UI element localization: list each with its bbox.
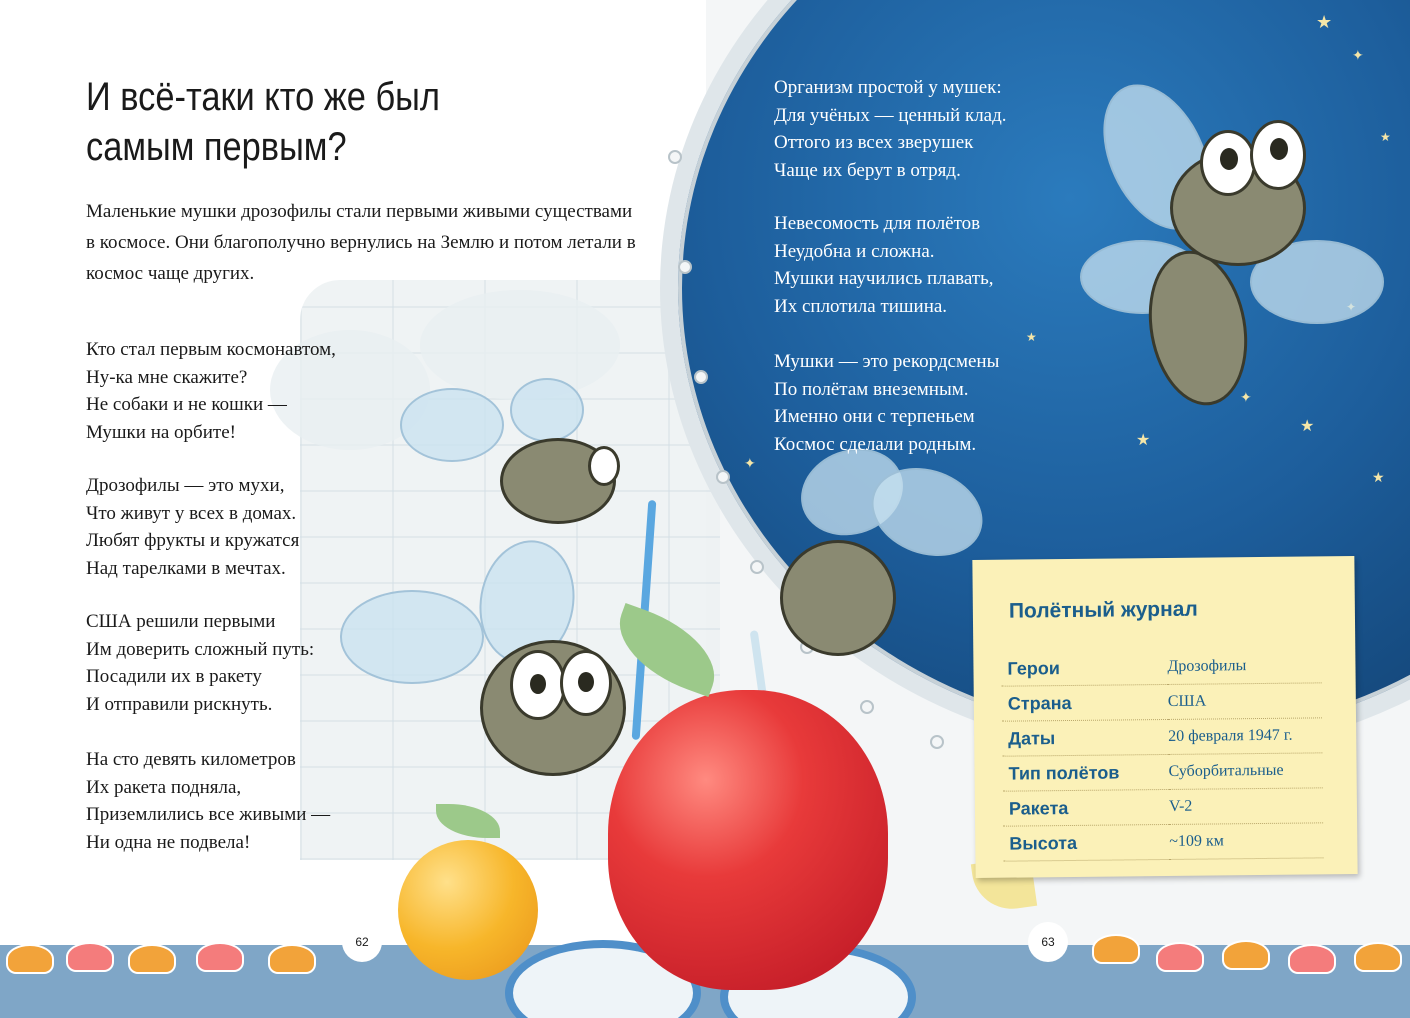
flight-log-value: США [1168,683,1322,720]
yellow-apple-illustration [398,840,538,980]
console-button [128,944,176,974]
poem-line: Организм простой у мушек: [774,77,1002,98]
flight-log-row [1001,648,1321,686]
poem-stanza [86,608,314,718]
star-icon: ✦ [1352,48,1364,64]
fly-illustration [330,540,650,800]
star-icon: ★ [1026,330,1037,344]
flight-log-key: Тип полётов [1002,754,1168,791]
star-icon: ★ [1136,430,1151,449]
flight-log-key: Герои [1001,650,1167,686]
poem-line: На сто девять километров [86,749,296,770]
poem-line: Космос сделали родным. [774,433,977,455]
poem-line: Ну-ка мне скажите? [86,366,248,388]
poem-line: Мушки — это рекордсмены [774,351,1000,372]
poem-line: Ни одна не подвела! [86,831,251,853]
poem-line: Дрозофилы — это мухи, [86,475,285,496]
poem-line: Именно они с терпеньем [774,406,975,427]
poem-line: Над тарелками в мечтах. [86,557,286,579]
console-button [1092,934,1140,964]
poem-stanza [86,746,330,856]
console-button [1354,942,1402,972]
poem-line: Не собаки и не кошки — [86,394,287,415]
flight-log-key: Даты [1002,719,1168,756]
flight-log-value: 20 февраля 1947 г. [1168,718,1322,755]
star-icon: ★ [1372,470,1385,486]
poem-line: Для учёных — ценный клад. [774,104,1007,126]
poem-line: Что живут у всех в домах. [86,502,297,524]
poem-stanza [774,348,999,458]
flight-log-row [1003,788,1323,826]
poem-line: Любят фрукты и кружатся [86,530,300,551]
page-title: И всё-таки кто же был самым первым? [86,75,440,169]
page-number: 63 [1028,922,1068,962]
red-apple-illustration [608,690,888,990]
star-icon: ★ [1316,12,1333,33]
poem-line: Посадили их в ракету [86,666,262,687]
rivet [678,260,692,274]
flight-log-value: Дрозофилы [1167,648,1321,684]
console-button [1222,940,1270,970]
poem-line: США решили первыми [86,611,276,632]
flight-log-row [1003,823,1323,861]
poem-line: По полётам внеземным. [774,378,969,400]
poem-line: Чаще их берут в отряд. [774,159,961,181]
rivet [930,735,944,749]
flight-log-value: V-2 [1169,788,1323,825]
rivet [716,470,730,484]
console-button [6,944,54,974]
poem-line: Их сплотила тишина. [774,295,948,317]
poem-stanza [774,74,1007,184]
flight-log-row [1002,753,1322,791]
poem-line: Мушки научились плавать, [774,268,994,289]
flight-log-key: Ракета [1003,789,1169,826]
flight-log-value: Суборбитальные [1168,753,1322,790]
rivet [668,150,682,164]
console-button [1288,944,1336,974]
fly-illustration [1060,80,1340,420]
flight-log-row [1002,718,1322,756]
page-number: 62 [342,922,382,962]
poem-line: Оттого из всех зверушек [774,132,974,153]
star-icon: ★ [1380,130,1391,144]
star-icon: ✦ [1240,390,1252,406]
fly-illustration [360,378,590,558]
rivet [860,700,874,714]
poem-line: Приземлились все живыми — [86,804,331,825]
flight-log-key: Страна [1002,684,1168,721]
poem-stanza [86,472,299,582]
console-button [268,944,316,974]
console-button [1156,942,1204,972]
flight-log-key: Высота [1003,824,1169,861]
intro-paragraph: Маленькие мушки дрозофилы стали первыми живыми существами в космосе. Они благополучно вернулись на Землю и потом летали в космос чаще других. [86,201,636,284]
poem-line: Невесомость для полётов [774,213,981,234]
poem-line: Мушки на орбите! [86,421,236,443]
console-button [66,942,114,972]
poem-line: Кто стал первым космонавтом, [86,339,336,360]
flight-log-title: Полётный журнал [1008,597,1198,623]
flight-log-row [1002,683,1322,721]
console-button [196,942,244,972]
poem-line: Им доверить сложный путь: [86,638,315,660]
flight-log-table [1001,648,1323,861]
flight-log-card [972,556,1357,878]
poem-line: И отправили рискнуть. [86,693,273,715]
poem-line: Их ракета подняла, [86,776,242,798]
poem-stanza [86,336,336,446]
star-icon: ★ [1300,416,1315,435]
flight-log-value: ~109 км [1169,823,1323,860]
poem-line: Неудобна и сложна. [774,240,935,262]
poem-stanza [774,210,994,320]
rivet [694,370,708,384]
star-icon: ✦ [744,456,756,472]
